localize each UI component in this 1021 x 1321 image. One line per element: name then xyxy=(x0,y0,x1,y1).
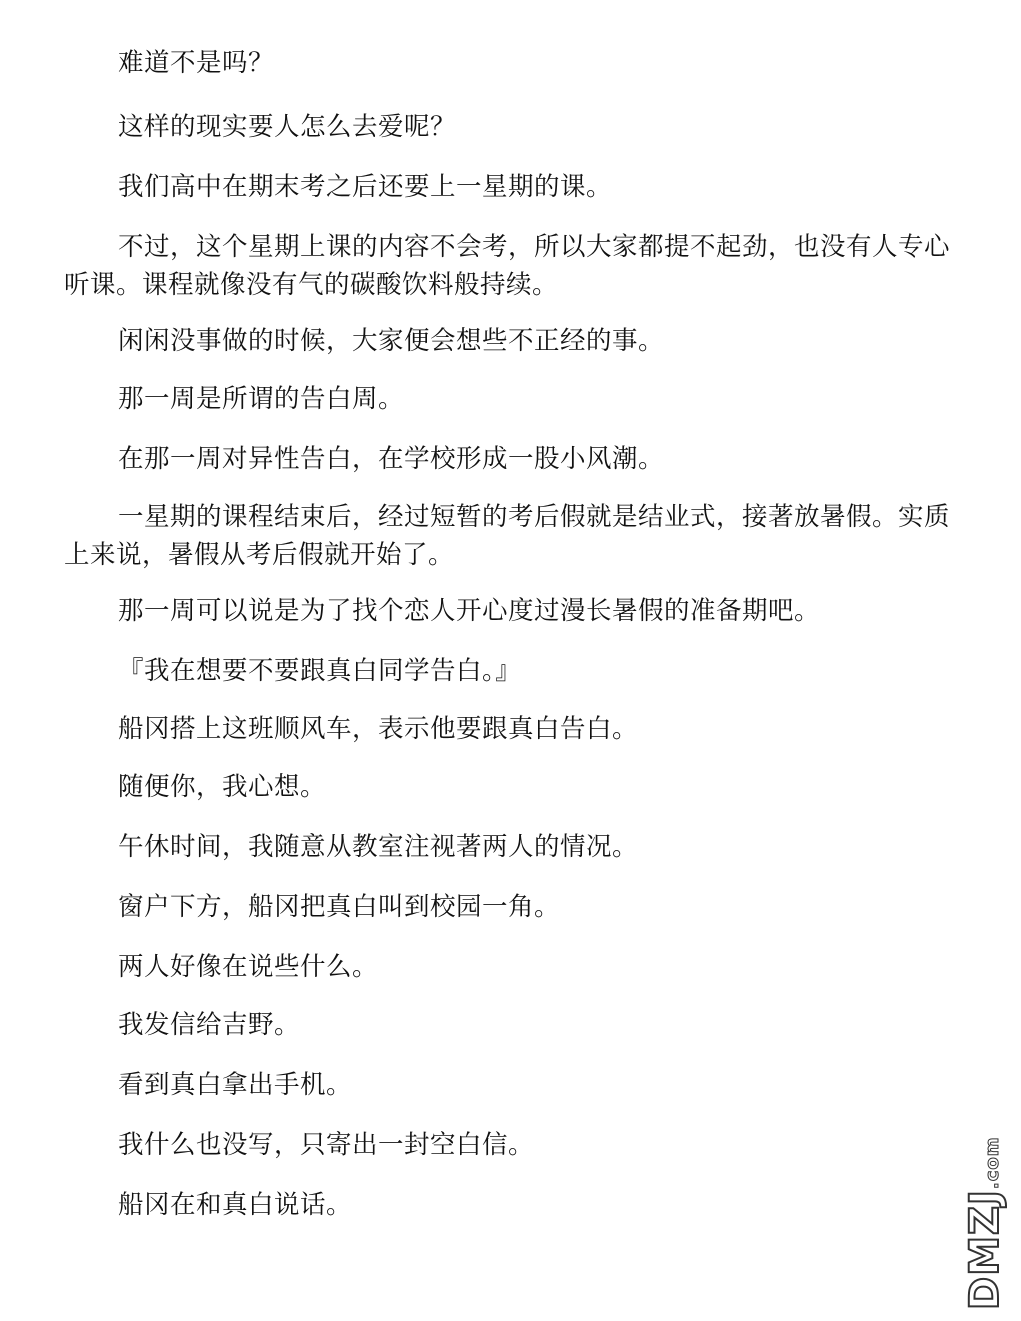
paragraph: 不过，这个星期上课的内容不会考，所以大家都提不起劲，也没有人专心听课。课程就像没有气的碳酸饮料般持续。 xyxy=(64,232,951,300)
paragraph: 那一周可以说是为了找个恋人开心度过漫长暑假的准备期吧。 xyxy=(118,596,821,626)
watermark-main: DMZJ xyxy=(962,1189,1008,1310)
paragraph: 船冈在和真白说话。 xyxy=(118,1190,353,1220)
paragraph: 难道不是吗？ xyxy=(118,48,275,78)
paragraph: 闲闲没事做的时候，大家便会想些不正经的事。 xyxy=(118,326,665,356)
paragraph: 船冈搭上这班顺风车，表示他要跟真白告白。 xyxy=(118,714,639,744)
paragraph: 『我在想要不要跟真白同学告白。』 xyxy=(118,656,522,686)
paragraph: 看到真白拿出手机。 xyxy=(118,1070,353,1100)
paragraph: 这样的现实要人怎么去爱呢？ xyxy=(118,112,457,142)
paragraph: 我们高中在期末考之后还要上一星期的课。 xyxy=(118,172,613,202)
paragraph: 一星期的课程结束后，经过短暂的考后假就是结业式，接著放暑假。实质上来说，暑假从考后假就开始了。 xyxy=(64,502,951,570)
paragraph: 午休时间，我随意从教室注视著两人的情况。 xyxy=(118,832,639,862)
paragraph: 两人好像在说些什么。 xyxy=(118,952,379,982)
paragraph: 我什么也没写，只寄出一封空白信。 xyxy=(118,1130,535,1160)
watermark-logo xyxy=(960,1136,1010,1310)
paragraph: 随便你，我心想。 xyxy=(118,772,327,802)
paragraph: 那一周是所谓的告白周。 xyxy=(118,384,405,414)
paragraph: 我发信给吉野。 xyxy=(118,1010,301,1040)
watermark-suffix: .com xyxy=(982,1136,1003,1190)
paragraph: 在那一周对异性告白，在学校形成一股小风潮。 xyxy=(118,444,665,474)
paragraph: 窗户下方，船冈把真白叫到校园一角。 xyxy=(118,892,561,922)
